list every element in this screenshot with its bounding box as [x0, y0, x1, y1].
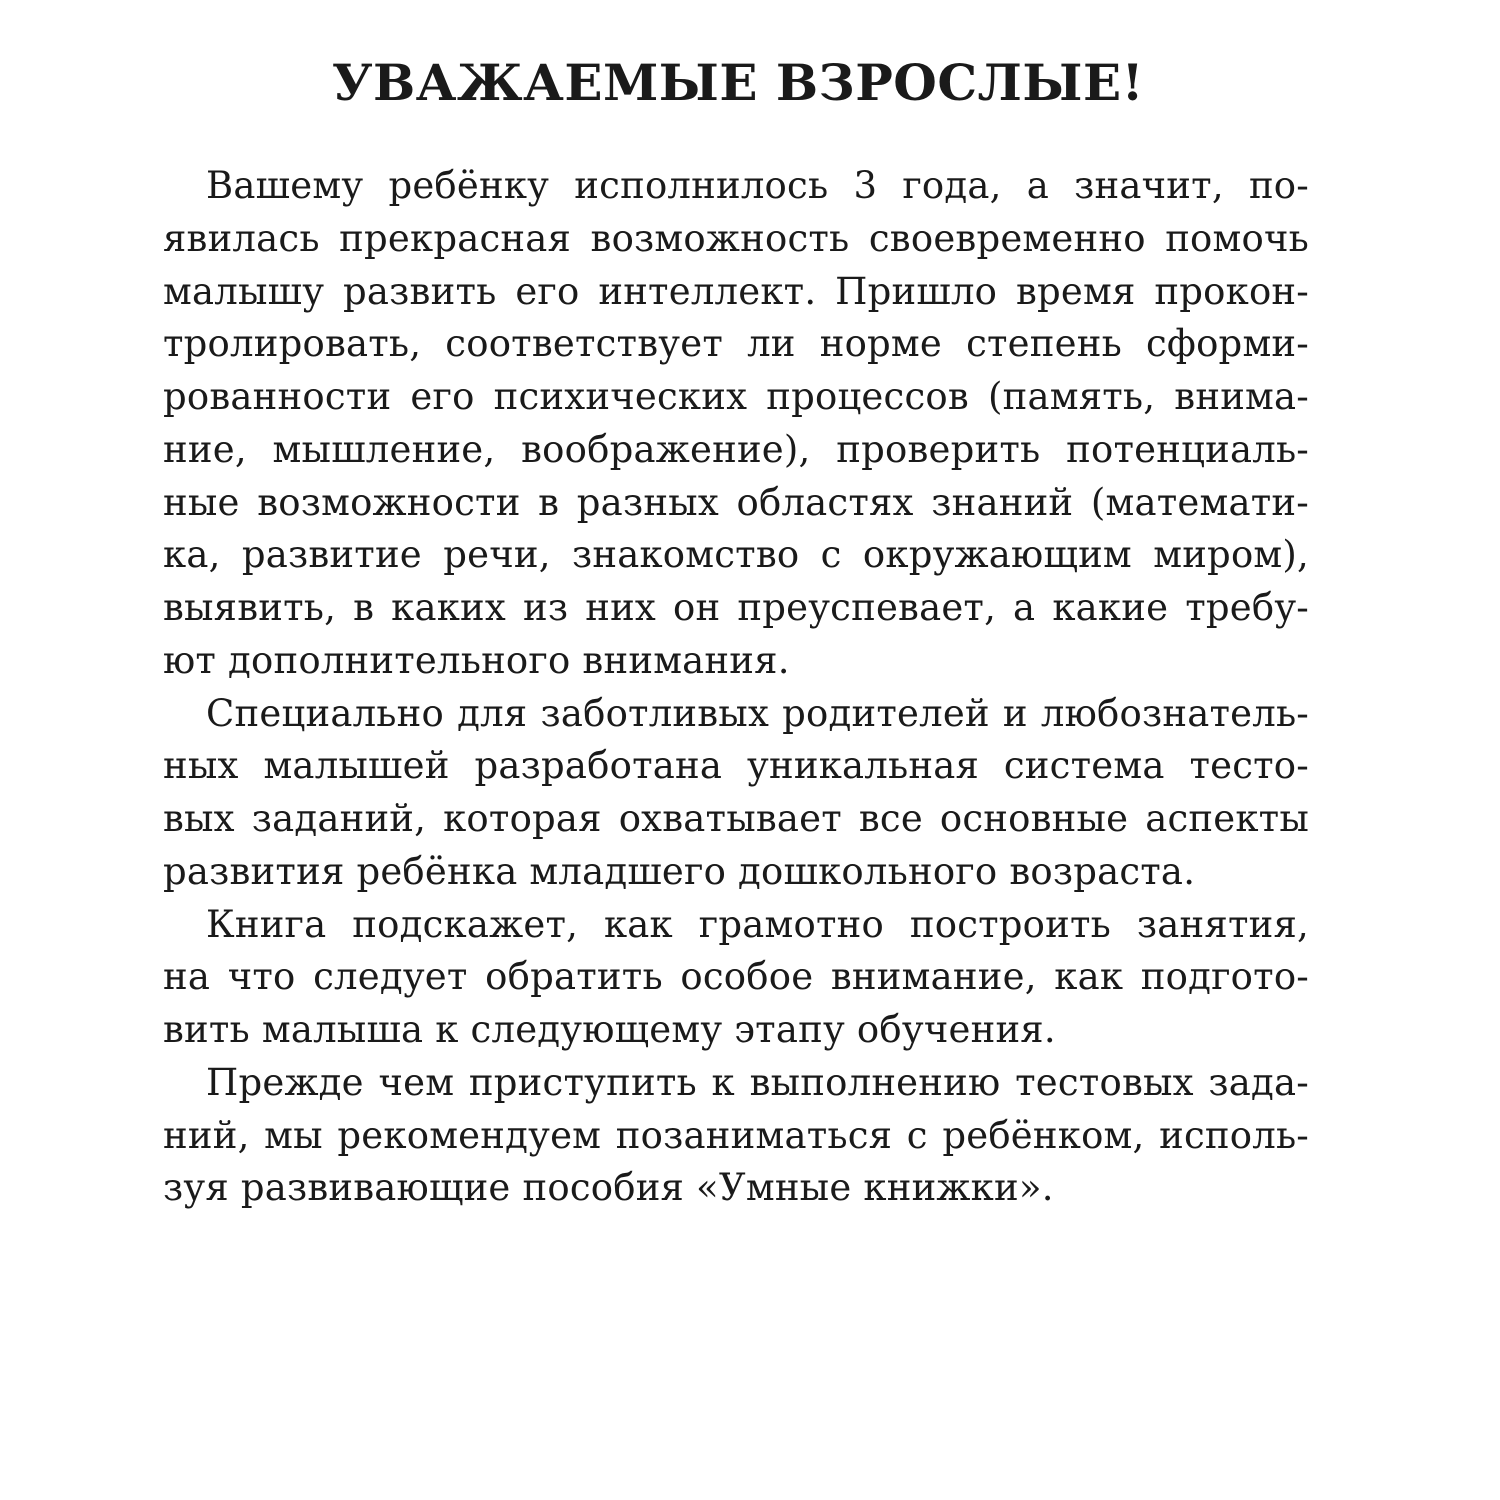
text-line: Книга подскажет, как грамотно построить занятия,: [206, 902, 1309, 946]
text-line: Специально для заботливых родителей и любознатель-: [206, 691, 1309, 735]
text-line: выявить, в каких из них он преуспевает, а какие требу-: [163, 586, 1309, 629]
text-line: малышу развить его интеллект. Пришло время прокон-: [163, 269, 1309, 313]
text-line: ных малышей разработана уникальная система тесто-: [163, 744, 1309, 788]
text-line: ние, мышление, воображение), проверить потенциаль-: [163, 427, 1309, 471]
text-line: ют дополнительного внимания.: [163, 638, 790, 682]
text-line: ка, развитие речи, знакомство с окружающим миром),: [163, 533, 1309, 577]
text-line: Прежде чем приступить к выполнению тестовых зада-: [206, 1060, 1309, 1104]
text-line: рованности его психических процессов (память, внима-: [163, 375, 1309, 418]
text-line: ний, мы рекомендуем позаниматься с ребёнком, исполь-: [163, 1113, 1309, 1157]
text-line: Вашему ребёнку исполнилось 3 года, а значит, по-: [206, 164, 1309, 207]
text-line: вых заданий, которая охватывает все основные аспекты: [163, 797, 1309, 840]
text-line: явилась прекрасная возможность своевременно помочь: [163, 216, 1309, 260]
text-line: зуя развивающие пособия «Умные книжки».: [163, 1166, 1054, 1210]
text-line: тролировать, соответствует ли норме степень сформи-: [163, 322, 1309, 366]
page-title: УВАЖАЕМЫЕ ВЗРОСЛЫЕ!: [331, 53, 1145, 112]
text-line: развития ребёнка младшего дошкольного возраста.: [163, 849, 1196, 893]
text-line: на что следует обратить особое внимание, как подгото-: [163, 955, 1309, 999]
text-line: ные возможности в разных областях знаний (математи-: [163, 480, 1309, 524]
text-line: вить малыша к следующему этапу обучения.: [163, 1008, 1056, 1051]
body-text: [163, 160, 1309, 1215]
